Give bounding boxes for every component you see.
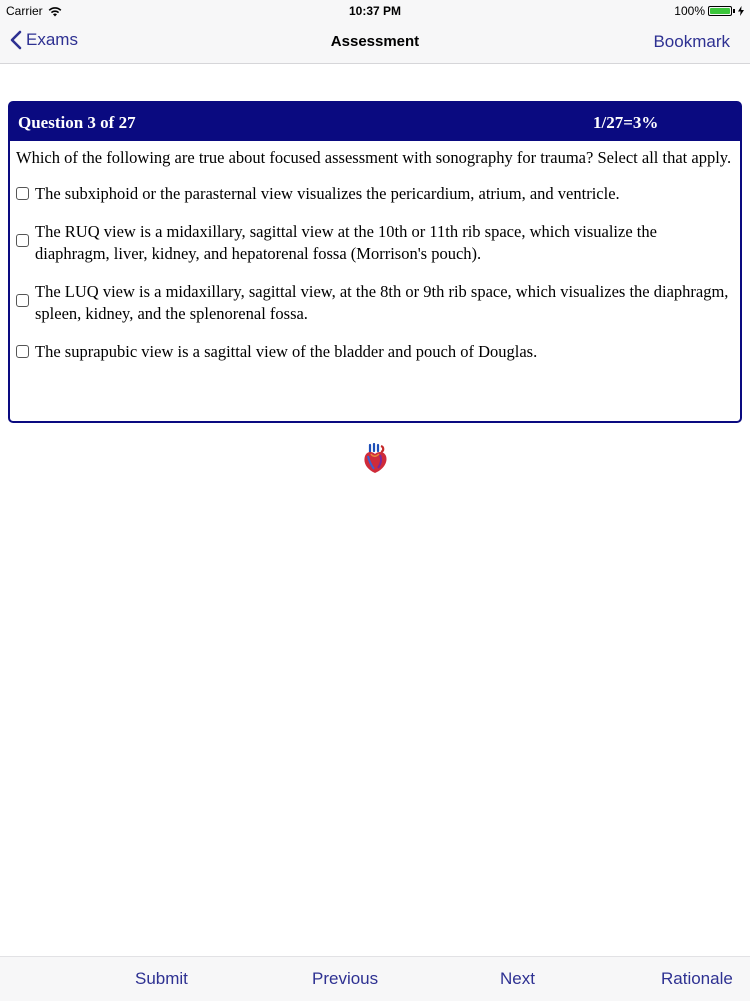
rationale-button[interactable]: Rationale	[661, 969, 733, 988]
next-button[interactable]: Next	[500, 969, 535, 988]
battery-icon	[708, 6, 732, 16]
previous-button[interactable]: Previous	[312, 969, 379, 988]
heart-anatomy-icon	[361, 443, 389, 475]
battery-fill	[710, 8, 730, 14]
answer-text: The RUQ view is a midaxillary, sagittal view at the 10th or 11th rib space, which visualize the diaphragm, liver, kidney, and hepatorenal fossa (Morrison's pouch).	[35, 222, 657, 263]
battery-tip	[733, 9, 735, 13]
question-text: Which of the following are true about focused assessment with sonography for trauma? Select all that apply.	[16, 148, 732, 167]
answer-option-4[interactable]	[16, 341, 732, 363]
answer-text: The subxiphoid or the parasternal view visualizes the pericardium, atrium, and ventricle.	[35, 184, 620, 203]
bookmark-button[interactable]: Bookmark	[653, 32, 730, 51]
answer-checkbox[interactable]	[16, 345, 29, 358]
answer-checkbox[interactable]	[16, 234, 29, 247]
status-bar	[0, 0, 750, 22]
answer-checkbox[interactable]	[16, 294, 29, 307]
answer-text: The LUQ view is a midaxillary, sagittal view, at the 8th or 9th rib space, which visualizes the diaphragm, spleen, kidney, and the splenorenal fossa.	[35, 282, 729, 323]
page-title: Assessment	[330, 33, 420, 50]
answer-text: The suprapubic view is a sagittal view of the bladder and pouch of Douglas.	[35, 342, 538, 361]
question-header	[10, 103, 740, 141]
question-progress: 1/27=3%	[593, 113, 659, 132]
battery-percent: 100%	[674, 4, 705, 18]
navigation-bar	[0, 22, 750, 64]
answer-checkbox[interactable]	[16, 187, 29, 200]
answer-option-2[interactable]	[16, 221, 732, 265]
submit-button[interactable]: Submit	[135, 969, 188, 988]
answer-option-3[interactable]	[16, 281, 732, 325]
carrier-label: Carrier	[6, 4, 43, 18]
bottom-toolbar	[0, 956, 750, 1001]
bolt-icon	[738, 6, 744, 16]
answer-option-1[interactable]	[16, 183, 732, 205]
question-card	[8, 101, 742, 423]
status-time: 10:37 PM	[348, 4, 402, 18]
question-body	[10, 141, 740, 363]
status-right	[674, 4, 744, 18]
back-label: Exams	[26, 30, 78, 49]
question-number: Question 3 of 27	[18, 113, 136, 132]
